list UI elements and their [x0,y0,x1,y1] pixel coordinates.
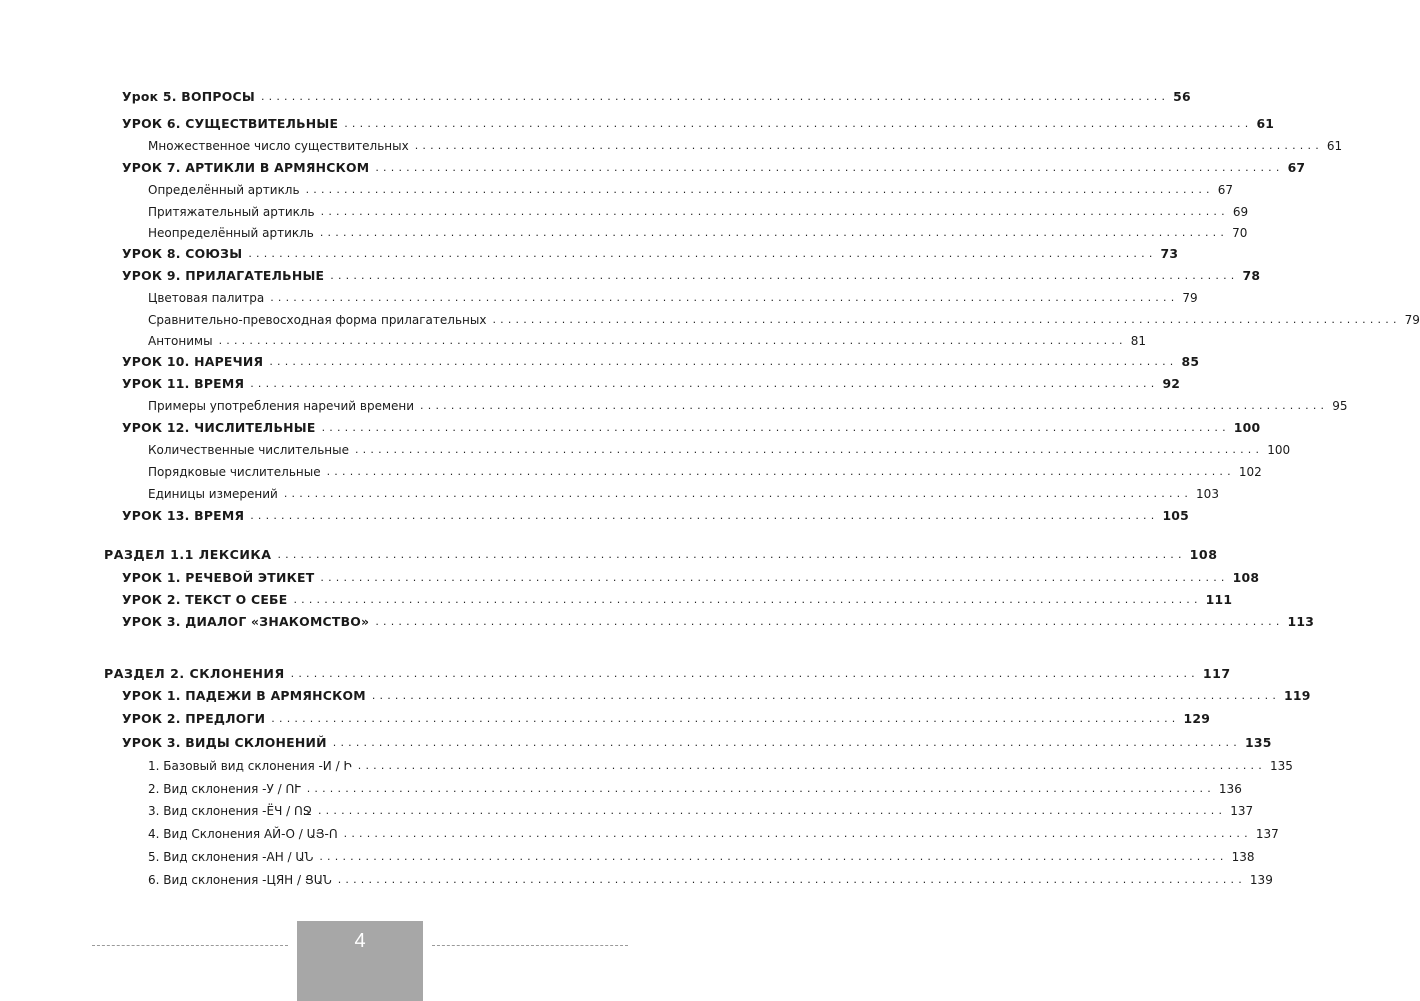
toc-leader-dots: ...................................................................................................................... [492,313,1401,326]
toc-entry-title: УРОК 1. РЕЧЕВОЙ ЭТИКЕТ [122,570,315,585]
toc-leader-dots: ...................................................................................................................... [283,487,1193,500]
toc-leader-dots: ...................................................................................................................... [326,465,1235,478]
toc-entry-page: 56 [1173,89,1191,104]
toc-entry-page: 73 [1160,246,1179,261]
toc-entry-title: Множественное число существительных [148,139,409,153]
toc-entry-page: 61 [1326,139,1343,153]
toc-leader-dots: ...................................................................................................................... [290,667,1199,680]
toc-entry-title: УРОК 10. НАРЕЧИЯ [122,354,264,369]
toc-entry-title: Неопределённый артикль [148,226,314,240]
toc-leader-dots: ...................................................................................................................... [306,782,1215,795]
toc-entry-title: Цветовая палитра [148,291,265,305]
toc-entry-lesson-5 [122,87,1191,107]
toc-entry-page: 108 [1189,547,1218,562]
toc-entry-title: Сравнительно-превосходная форма прилагательных [148,313,487,327]
toc-leader-dots: ...................................................................................................................... [371,689,1281,702]
page-number-box [297,921,423,1001]
toc-leader-dots: ...................................................................................................................... [330,269,1239,282]
toc-entry-title: УРОК 8. СОЮЗЫ [122,246,243,261]
toc-entry-lesson-10 [122,352,1200,372]
toc-leader-dots: ...................................................................................................................... [375,161,1284,174]
toc-entry-title: Порядковые числительные [148,465,321,479]
toc-entry-page: 69 [1232,205,1249,219]
toc-subentry [148,870,1273,890]
toc-leader-dots: ...................................................................................................................... [321,421,1230,434]
toc-entry-page: 138 [1231,850,1255,864]
toc-leader-dots: ...................................................................................................................... [354,443,1264,456]
toc-subentry [148,462,1262,482]
toc-subentry [148,847,1255,867]
toc-subentry [148,440,1291,460]
toc-entry-title: Количественные числительные [148,443,349,457]
toc-entry-title: Антонимы [148,334,213,348]
toc-entry-page: 135 [1244,735,1272,750]
toc-entry-page: 105 [1162,508,1190,523]
toc-entry-page: 113 [1287,614,1315,629]
toc-leader-dots: ...................................................................................................................... [293,593,1202,606]
toc-subentry [148,801,1254,821]
toc-entry-page: 108 [1232,570,1260,585]
toc-leader-dots: ...................................................................................................................... [420,399,1329,412]
toc-subentry [148,779,1242,799]
toc-entry-page: 117 [1202,666,1231,681]
toc-leader-dots: ...................................................................................................................... [250,377,1159,390]
toc-entry-page: 85 [1181,354,1200,369]
toc-entry-page: 137 [1230,804,1254,818]
toc-entry-lesson-7 [122,158,1306,178]
toc-entry-title: УРОК 3. ДИАЛОГ «ЗНАКОМСТВО» [122,614,370,629]
toc-section-2 [104,664,1231,684]
page-number: 4 [354,930,366,952]
toc-leader-dots: ...................................................................................................................... [277,548,1186,561]
toc-leader-dots: ...................................................................................................................... [317,804,1227,817]
toc-entry-lesson-12 [122,418,1261,438]
toc-subentry [148,223,1248,243]
footer-dashed-rule-right [432,945,628,946]
toc-leader-dots: ...................................................................................................................... [319,850,1228,863]
toc-leader-dots: ...................................................................................................................... [248,247,1157,260]
toc-subentry [148,136,1343,156]
toc-entry-page: 103 [1196,487,1219,501]
toc-leader-dots: ...................................................................................................................... [260,90,1170,103]
toc-entry-page: 70 [1232,226,1248,240]
toc-entry-title: УРОК 13. ВРЕМЯ [122,508,245,523]
toc-entry-lesson-1 [122,686,1311,706]
toc-subentry [148,310,1420,330]
toc-entry-page: 119 [1284,688,1311,703]
toc-entry-lesson-9 [122,266,1261,286]
toc-entry-lesson-3 [122,612,1315,632]
toc-leader-dots: ...................................................................................................................... [320,571,1229,584]
toc-entry-title: Единицы измерений [148,487,278,501]
toc-entry-title: УРОК 1. ПАДЕЖИ В АРМЯНСКОМ [122,688,366,703]
toc-entry-title: УРОК 3. ВИДЫ СКЛОНЕНИЙ [122,735,327,750]
toc-subentry [148,202,1249,222]
toc-entry-title: УРОК 2. ТЕКСТ О СЕБЕ [122,592,288,607]
toc-entry-lesson-2 [122,709,1211,729]
toc-entry-title: 5. Вид склонения -АН / ԱՆ [148,850,314,864]
toc-entry-page: 100 [1267,443,1291,457]
toc-entry-page: 135 [1269,759,1293,773]
toc-entry-title: УРОК 9. ПРИЛАГАТЕЛЬНЫЕ [122,268,325,283]
toc-entry-title: УРОК 7. АРТИКЛИ В АРМЯНСКОМ [122,160,370,175]
toc-leader-dots: ...................................................................................................................... [250,509,1159,522]
toc-entry-title: Урок 5. ВОПРОСЫ [122,89,255,104]
toc-entry-page: 136 [1218,782,1242,796]
toc-subentry [148,288,1198,308]
toc-entry-title: Примеры употребления наречий времени [148,399,415,413]
toc-leader-dots: ...................................................................................................................... [320,205,1229,218]
toc-leader-dots: ...................................................................................................................... [337,873,1246,886]
toc-entry-lesson-1 [122,568,1260,588]
toc-leader-dots: ...................................................................................................................... [270,291,1179,304]
toc-entry-page: 81 [1130,334,1147,348]
toc-entry-title: УРОК 2. ПРЕДЛОГИ [122,711,266,726]
toc-entry-page: 129 [1183,711,1211,726]
toc-entry-lesson-2 [122,590,1233,610]
toc-entry-page: 79 [1404,313,1420,327]
toc-entry-lesson-6 [122,114,1275,134]
toc-entry-page: 92 [1162,376,1181,391]
toc-entry-title: УРОК 6. СУЩЕСТВИТЕЛЬНЫЕ [122,116,339,131]
toc-entry-title: 2. Вид склонения -У / ՈՒ [148,782,301,796]
footer-dashed-rule-left [92,945,288,946]
toc-leader-dots: ...................................................................................................................... [344,117,1253,130]
toc-entry-title: РАЗДЕЛ 2. СКЛОНЕНИЯ [104,666,285,681]
toc-entry-page: 67 [1287,160,1306,175]
toc-entry-lesson-11 [122,374,1181,394]
toc-entry-page: 67 [1217,183,1234,197]
toc-entry-page: 79 [1182,291,1198,305]
toc-entry-lesson-13 [122,506,1190,526]
toc-section-1-1 [104,545,1218,565]
toc-subentry [148,331,1147,351]
toc-entry-page: 102 [1238,465,1262,479]
toc-leader-dots: ...................................................................................................................... [305,183,1214,196]
toc-leader-dots: ...................................................................................................................... [271,712,1180,725]
toc-entry-title: РАЗДЕЛ 1.1 ЛЕКСИКА [104,547,272,562]
toc-leader-dots: ...................................................................................................................... [375,615,1284,628]
toc-entry-page: 100 [1233,420,1261,435]
toc-leader-dots: ...................................................................................................................... [414,139,1323,152]
toc-subentry [148,396,1348,416]
toc-entry-title: УРОК 12. ЧИСЛИТЕЛЬНЫЕ [122,420,316,435]
toc-leader-dots: ...................................................................................................................... [332,736,1241,749]
toc-entry-page: 95 [1332,399,1348,413]
toc-leader-dots: ...................................................................................................................... [357,759,1266,772]
toc-leader-dots: ...................................................................................................................... [269,355,1178,368]
toc-entry-title: 1. Базовый вид склонения -И / Ի [148,759,352,773]
toc-subentry [148,180,1234,200]
toc-entry-page: 61 [1256,116,1275,131]
toc-subentry [148,484,1219,504]
toc-entry-title: 4. Вид Склонения АЙ-О / ԱՅ-Ո [148,827,338,841]
toc-entry-title: Притяжательный артикль [148,205,315,219]
toc-entry-lesson-8 [122,244,1179,264]
toc-entry-page: 78 [1242,268,1261,283]
toc-entry-title: 3. Вид склонения -ЁЧ / ՈՋ [148,804,312,818]
toc-entry-page: 139 [1249,873,1273,887]
toc-entry-title: Определённый артикль [148,183,300,197]
toc-leader-dots: ...................................................................................................................... [343,827,1252,840]
toc-entry-title: 6. Вид склонения -ЦЯН / ՑԱՆ [148,873,332,887]
toc-entry-lesson-3 [122,733,1272,753]
toc-subentry [148,756,1293,776]
toc-leader-dots: ...................................................................................................................... [218,334,1127,347]
toc-entry-title: УРОК 11. ВРЕМЯ [122,376,245,391]
toc-entry-page: 137 [1255,827,1279,841]
toc-entry-page: 111 [1205,592,1233,607]
toc-subentry [148,824,1279,844]
toc-leader-dots: ...................................................................................................................... [319,226,1229,239]
